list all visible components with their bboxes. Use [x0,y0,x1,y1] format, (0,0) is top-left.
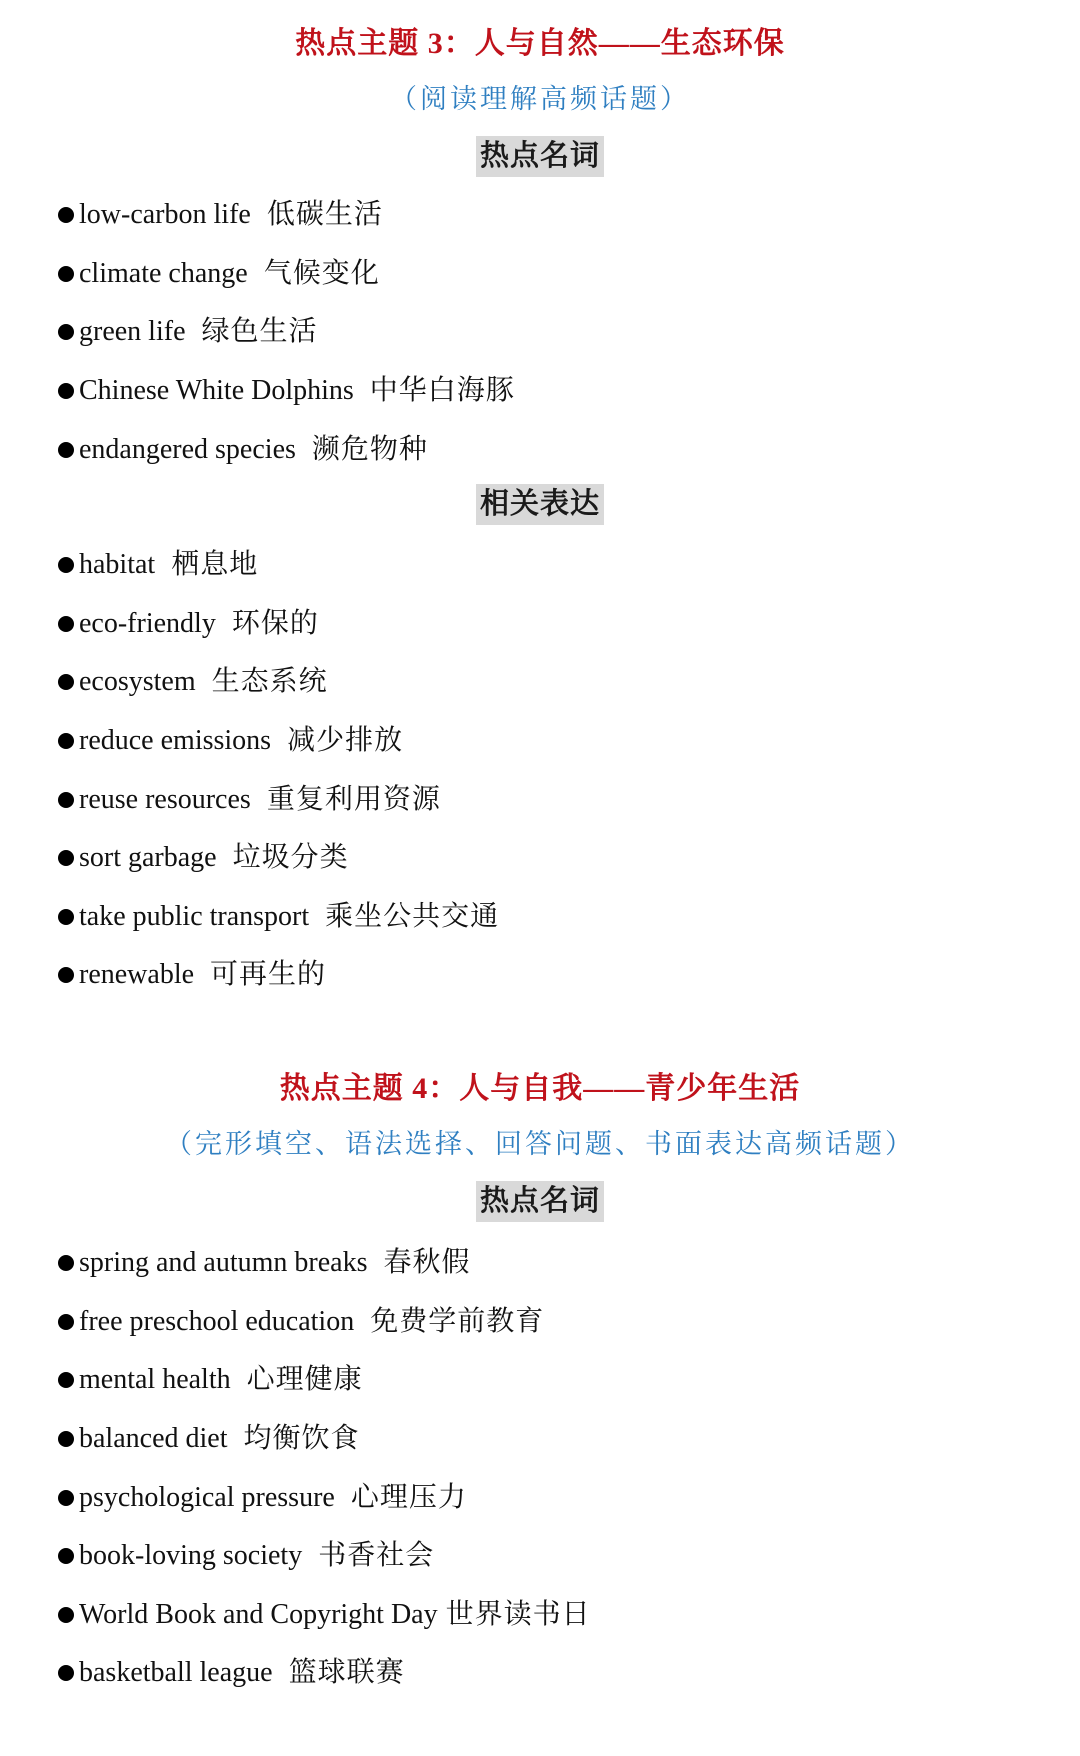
bullet-icon [58,266,74,282]
bullet-icon [58,1314,74,1330]
term-zh: 中华白海豚 [369,375,515,407]
list-item [58,1644,591,1703]
term-zh: 濒危物种 [311,433,428,465]
term-zh: 世界读书日 [445,1598,591,1630]
term-en: eco-friendly [79,607,216,639]
term-en: mental health [79,1364,231,1396]
term-en: low-carbon life [79,199,251,231]
bullet-icon [58,909,74,925]
topic3-nouns-list [58,186,515,479]
list-item [58,1410,591,1469]
term-en: ecosystem [79,666,196,698]
term-zh: 减少排放 [287,725,404,757]
term-en: psychological pressure [79,1481,335,1513]
bullet-icon [58,967,74,983]
list-item [58,888,499,947]
term-en: green life [79,316,186,348]
bullet-icon [58,1548,74,1564]
topic3-nouns-heading: 热点名词 [476,136,604,177]
term-zh: 书香社会 [318,1540,435,1572]
list-item [58,245,515,304]
list-item [58,1351,591,1410]
term-en: renewable [79,959,195,991]
list-item [58,1527,591,1586]
term-zh: 气候变化 [263,257,380,289]
term-zh: 篮球联赛 [288,1657,405,1689]
bullet-icon [58,1607,74,1623]
term-zh: 可再生的 [210,959,327,991]
term-zh: 心理健康 [246,1364,363,1396]
list-item [58,1293,591,1352]
term-zh: 栖息地 [171,549,259,581]
topic3-title: 热点主题 3：人与自然——生态环保 [295,27,785,60]
list-item [58,420,515,479]
term-en: Chinese White Dolphins [79,375,354,407]
bullet-icon [58,674,74,690]
term-en: reduce emissions [79,725,272,757]
term-zh: 环保的 [231,607,319,639]
topic4-nouns-heading-wrap [0,1181,1080,1222]
topic3-nouns-heading-wrap [0,136,1080,177]
term-en: free preschool education [79,1305,355,1337]
list-item [58,653,499,712]
term-zh: 春秋假 [383,1247,471,1279]
bullet-icon [58,792,74,808]
term-zh: 低碳生活 [266,199,383,231]
term-en: climate change [79,257,248,289]
term-zh: 绿色生活 [201,316,318,348]
term-zh: 免费学前教育 [370,1305,545,1337]
bullet-icon [58,733,74,749]
bullet-icon [58,1431,74,1447]
bullet-icon [58,1665,74,1681]
topic4-nouns-heading: 热点名词 [476,1181,604,1222]
topic3-subtitle: （阅读理解高频话题） [390,84,690,114]
term-zh: 乘坐公共交通 [325,900,500,932]
list-item [58,946,499,1005]
bullet-icon [58,207,74,223]
topic4-title: 热点主题 4：人与自我——青少年生活 [279,1072,801,1105]
topic4-subtitle: （完形填空、语法选择、回答问题、书面表达高频话题） [165,1129,915,1159]
term-en: endangered species [79,433,296,465]
term-en: balanced diet [79,1423,228,1455]
list-item [58,1468,591,1527]
bullet-icon [58,616,74,632]
term-en: spring and autumn breaks [79,1247,368,1279]
term-en: book-loving society [79,1540,303,1572]
term-en: reuse resources [79,783,251,815]
list-item [58,1234,591,1293]
list-item [58,1586,591,1645]
term-zh: 生态系统 [211,666,328,698]
term-en: habitat [79,549,156,581]
term-zh: 心理压力 [350,1481,467,1513]
bullet-icon [58,1490,74,1506]
list-item [58,712,499,771]
list-item [58,362,515,421]
term-en: World Book and Copyright Day [79,1598,438,1630]
term-zh: 重复利用资源 [266,783,441,815]
term-en: sort garbage [79,842,217,874]
term-zh: 均衡饮食 [243,1423,360,1455]
bullet-icon [58,442,74,458]
list-item [58,303,515,362]
topic3-expr-heading-wrap [0,484,1080,525]
topic4-nouns-list [58,1234,591,1703]
bullet-icon [58,383,74,399]
term-zh: 垃圾分类 [232,842,349,874]
bullet-icon [58,324,74,340]
bullet-icon [58,1372,74,1388]
list-item [58,536,499,595]
list-item [58,770,499,829]
term-en: take public transport [79,900,310,932]
list-item [58,595,499,654]
bullet-icon [58,850,74,866]
topic3-expressions-list [58,536,499,1005]
topic3-expr-heading: 相关表达 [476,484,604,525]
term-en: basketball league [79,1657,273,1689]
bullet-icon [58,1255,74,1271]
bullet-icon [58,557,74,573]
list-item [58,186,515,245]
list-item [58,829,499,888]
